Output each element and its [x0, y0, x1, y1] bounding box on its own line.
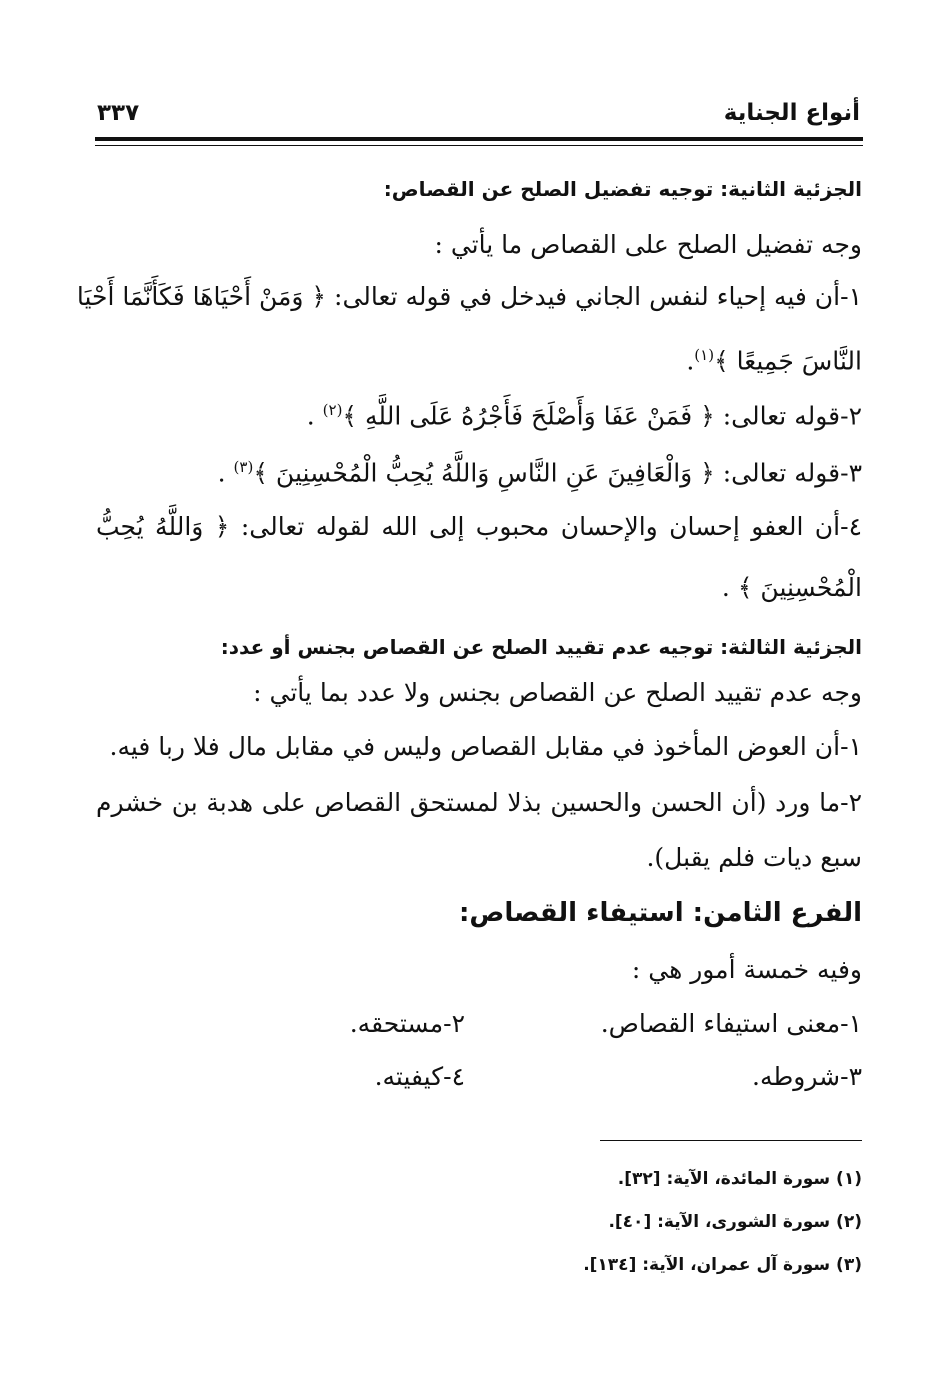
section-heading-3: الجزئية الثالثة: توجيه عدم تقييد الصلح عن القصاص بجنس أو عدد: — [220, 635, 862, 659]
footnote-separator — [600, 1140, 862, 1141]
header-rule-thin — [95, 145, 863, 146]
section-heading-2: الجزئية الثانية: توجيه تفضيل الصلح عن القصاص: — [383, 177, 862, 201]
topic-item-3: ٣-شروطه. — [752, 1062, 862, 1091]
quran-verse: ٣-قوله تعالى: ﴿ وَالْعَافِينَ عَنِ النَّاسِ وَاللَّهُ يُحِبُّ الْمُحْسِنِينَ ﴾ — [253, 458, 862, 488]
footnote-1: (١) سورة المائدة، الآية: [٣٢]. — [617, 1169, 862, 1189]
topic-item-4: ٤-كيفيته. — [374, 1062, 465, 1091]
branch-heading: الفرع الثامن: استيفاء القصاص: — [458, 898, 862, 928]
list-item-2-4-line1: ٤-أن العفو إحسان والإحسان محبوب إلى الله لقوله تعالى: ﴿ وَاللَّهُ يُحِبُّ — [96, 512, 862, 541]
topic-item-1: ١-معنى استيفاء القصاص. — [600, 1009, 862, 1038]
list-item-2-1-line2 — [96, 338, 862, 378]
list-item-2-1-line1: ١-أن فيه إحياء لنفس الجاني فيدخل في قوله تعالى: ﴿ وَمَنْ أَحْيَاهَا فَكَأَنَّمَا أَحْيَا — [76, 282, 862, 311]
quran-verse: النَّاسَ جَمِيعًا ﴾ — [714, 346, 862, 376]
footnote-2: (٢) سورة الشورى، الآية: [٤٠]. — [608, 1212, 862, 1232]
punctuation: . — [306, 401, 323, 431]
punctuation: . — [217, 458, 234, 488]
footnote-ref-2: (٢) — [322, 401, 343, 419]
branch-intro: وفيه خمسة أمور هي : — [631, 955, 862, 984]
list-item-2-4-line2: الْمُحْسِنِينَ ﴾ . — [721, 573, 862, 602]
footnote-ref-1: (١) — [694, 346, 715, 364]
paragraph-intro-2: وجه تفضيل الصلح على القصاص ما يأتي : — [434, 230, 862, 259]
quran-verse: ٢-قوله تعالى: ﴿ فَمَنْ عَفَا وَأَصْلَحَ فَأَجْرُهُ عَلَى اللَّهِ ﴾ — [342, 401, 862, 431]
footnote-3: (٣) سورة آل عمران، الآية: [١٣٤]. — [583, 1255, 862, 1275]
list-item-3-2-line1: ٢-ما ورد (أن الحسن والحسين بذلا لمستحق القصاص على هدبة بن خشرم — [96, 788, 862, 817]
punctuation: . — [686, 346, 695, 376]
page-title: أنواع الجناية — [723, 100, 860, 126]
list-item-3-1: ١-أن العوض المأخوذ في مقابل القصاص وليس في مقابل مال فلا ربا فيه. — [109, 732, 862, 761]
paragraph-intro-3: وجه عدم تقييد الصلح عن القصاص بجنس ولا عدد بما يأتي : — [253, 678, 862, 707]
topic-item-2: ٢-مستحقه. — [349, 1009, 465, 1038]
header-rule-thick — [95, 137, 863, 141]
footnote-ref-3: (٣) — [233, 458, 254, 476]
page-number: ٣٣٧ — [97, 100, 140, 126]
list-item-2-2 — [96, 393, 862, 433]
list-item-3-2-line2: سبع ديات فلم يقبل). — [646, 843, 862, 872]
list-item-2-3 — [96, 450, 862, 490]
